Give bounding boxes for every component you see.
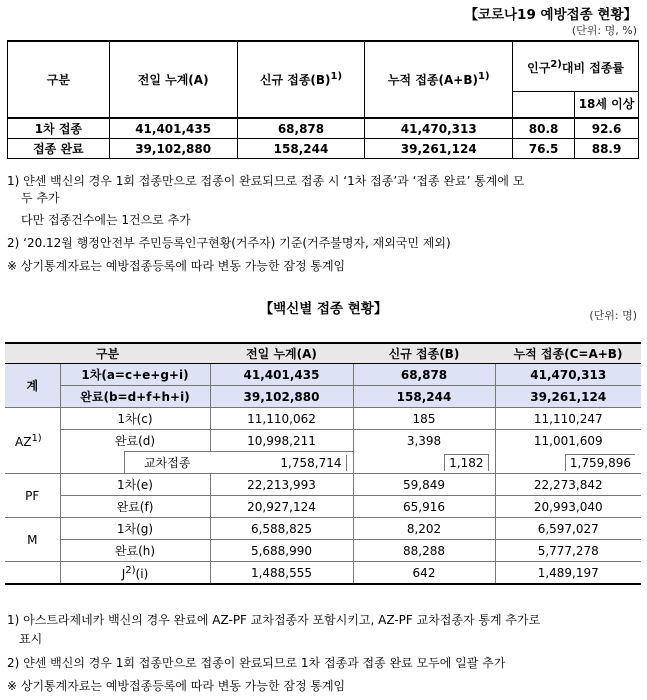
t2-m-done-cum: 5,777,278 (495, 540, 641, 562)
t2-az-cross-new: 1,182 (353, 452, 495, 474)
t2-j-cum: 1,489,197 (495, 562, 641, 585)
t2-pf-done-label: 완료(f) (60, 496, 210, 518)
t1-row-first-ratio: 80.8 (513, 118, 575, 139)
t2-note-1b: 표시 (19, 632, 43, 646)
t2-header-new: 신규 접종(B) (353, 343, 495, 364)
t2-az-done-prev: 10,998,211 (210, 430, 353, 452)
t2-m-first-cum: 6,597,027 (495, 518, 641, 540)
t2-pf-first-cum: 22,273,842 (495, 474, 641, 496)
t2-pf-done-prev: 20,927,124 (210, 496, 353, 518)
t2-total-label: 계 (5, 364, 60, 408)
t2-header-cum: 누적 접종(C=A+B) (495, 343, 641, 364)
table2-unit: (단위: 명) (589, 309, 637, 322)
t2-pf-label: PF (5, 474, 60, 518)
t1-row-first-cum: 41,470,313 (365, 118, 513, 139)
t2-az-first-cum: 11,110,247 (495, 408, 641, 430)
table1-unit: (단위: 명, %) (571, 24, 637, 37)
t2-m-first-label: 1차(g) (60, 518, 210, 540)
t2-j-new: 642 (353, 562, 495, 585)
t1-row-done-label: 접종 완료 (8, 139, 110, 159)
t1-row-done-new: 158,244 (237, 139, 365, 159)
t2-total-first-cum: 41,470,313 (495, 364, 641, 386)
vaccine-type-table (5, 342, 641, 585)
t2-az-cross-label: 교차접종 (124, 452, 210, 474)
t2-header-prev: 전일 누계(A) (210, 343, 353, 364)
t2-pf-done-cum: 20,993,040 (495, 496, 641, 518)
t2-note-2: 2) 얀센 백신의 경우 1회 접종만으로 접종이 완료되므로 1차 접종과 접종 완료 모두에 일괄 추가 (7, 656, 506, 670)
t1-row-done-ratio: 76.5 (513, 139, 575, 159)
table1-title: 【코로나19 예방접종 현황】 (464, 7, 637, 23)
vaccination-status-table (7, 40, 639, 159)
t1-note-3: ※ 상기통계자료는 예방접종등록에 따라 변동 가능한 잠정 통계임 (7, 259, 346, 273)
t1-row-done-cum: 39,261,124 (365, 139, 513, 159)
t2-az-done-new: 3,398 (353, 430, 495, 452)
t1-header-new: 신규 접종$(B)^{1)}$ (237, 41, 365, 118)
t1-row-first-new: 68,878 (237, 118, 365, 139)
t2-az-done-label: 완료(d) (60, 430, 210, 452)
t2-az-cross-cum: 1,759,896 (495, 452, 641, 474)
t1-note-1c: 다만 접종건수에는 1건으로 추가 (21, 213, 191, 227)
t1-note-1a: 1) 얀센 백신의 경우 1회 접종만으로 접종이 완료되므로 접종 시 ‘1차 접종’과 ‘접종 완료’ 통계에 모 (7, 174, 525, 188)
t2-az-first-new: 185 (353, 408, 495, 430)
t2-total-done-new: 158,244 (353, 386, 495, 408)
t2-total-done-label: 완료(b=d+f+h+i) (60, 386, 210, 408)
t2-pf-first-label: 1차(e) (60, 474, 210, 496)
t1-row-first-age18: 92.6 (575, 118, 639, 139)
t1-header-prev: 전일 누계(A) (109, 41, 237, 118)
t2-m-first-new: 8,202 (353, 518, 495, 540)
t2-pf-first-prev: 22,213,993 (210, 474, 353, 496)
t1-row-first-prev: 41,401,435 (109, 118, 237, 139)
t2-az-cross-prev: 1,758,714 (210, 452, 353, 474)
t2-note-1a: 1) 아스트라제네카 백신의 경우 완료에 AZ-PF 교차접종자 포함시키고, AZ-PF 교차접종자 통계 추가로 (7, 613, 541, 627)
t1-note-1b: 두 추가 (21, 191, 60, 205)
t2-az-first-prev: 11,110,062 (210, 408, 353, 430)
t2-j-label: $J^{2)}(i)$ (60, 562, 210, 585)
t2-total-done-prev: 39,102,880 (210, 386, 353, 408)
t2-header-category: 구분 (5, 343, 210, 364)
t1-row-done-prev: 39,102,880 (109, 139, 237, 159)
t2-total-done-cum: 39,261,124 (495, 386, 641, 408)
t2-m-done-new: 88,288 (353, 540, 495, 562)
table2-title: 【백신별 접종 현황】 (259, 301, 388, 317)
t1-row-first-label: 1차 접종 (8, 118, 110, 139)
t1-header-age18: 18세 이상 (575, 92, 639, 118)
t2-total-first-prev: 41,401,435 (210, 364, 353, 386)
t1-row-done-age18: 88.9 (575, 139, 639, 159)
t1-header-cum: 누적 접종$(A+B)^{1)}$ (365, 41, 513, 118)
t2-total-first-label: 1차(a=c+e+g+i) (60, 364, 210, 386)
t2-m-first-prev: 6,588,825 (210, 518, 353, 540)
t2-pf-done-new: 65,916 (353, 496, 495, 518)
t2-pf-first-new: 59,849 (353, 474, 495, 496)
t2-m-done-prev: 5,688,990 (210, 540, 353, 562)
t2-az-done-cum: 11,001,609 (495, 430, 641, 452)
t1-note-2: 2) ‘20.12월 행정안전부 주민등록인구현황(거주자) 기준(거주불명자, 재외국민 제외) (7, 236, 451, 250)
t2-note-3: ※ 상기통계자료는 예방접종등록에 따라 변동 가능한 잠정 통계임 (7, 679, 346, 693)
t1-header-ratio: 인구$^{2)}$대비 접종률 (513, 41, 639, 92)
t1-header-category: 구분 (8, 41, 110, 118)
t2-j-prev: 1,488,555 (210, 562, 353, 585)
t2-az-label: AZ$^{1)}$ (5, 408, 60, 474)
t2-az-first-label: 1차(c) (60, 408, 210, 430)
t2-total-first-new: 68,878 (353, 364, 495, 386)
t2-m-done-label: 완료(h) (60, 540, 210, 562)
t2-m-label: M (5, 518, 60, 562)
